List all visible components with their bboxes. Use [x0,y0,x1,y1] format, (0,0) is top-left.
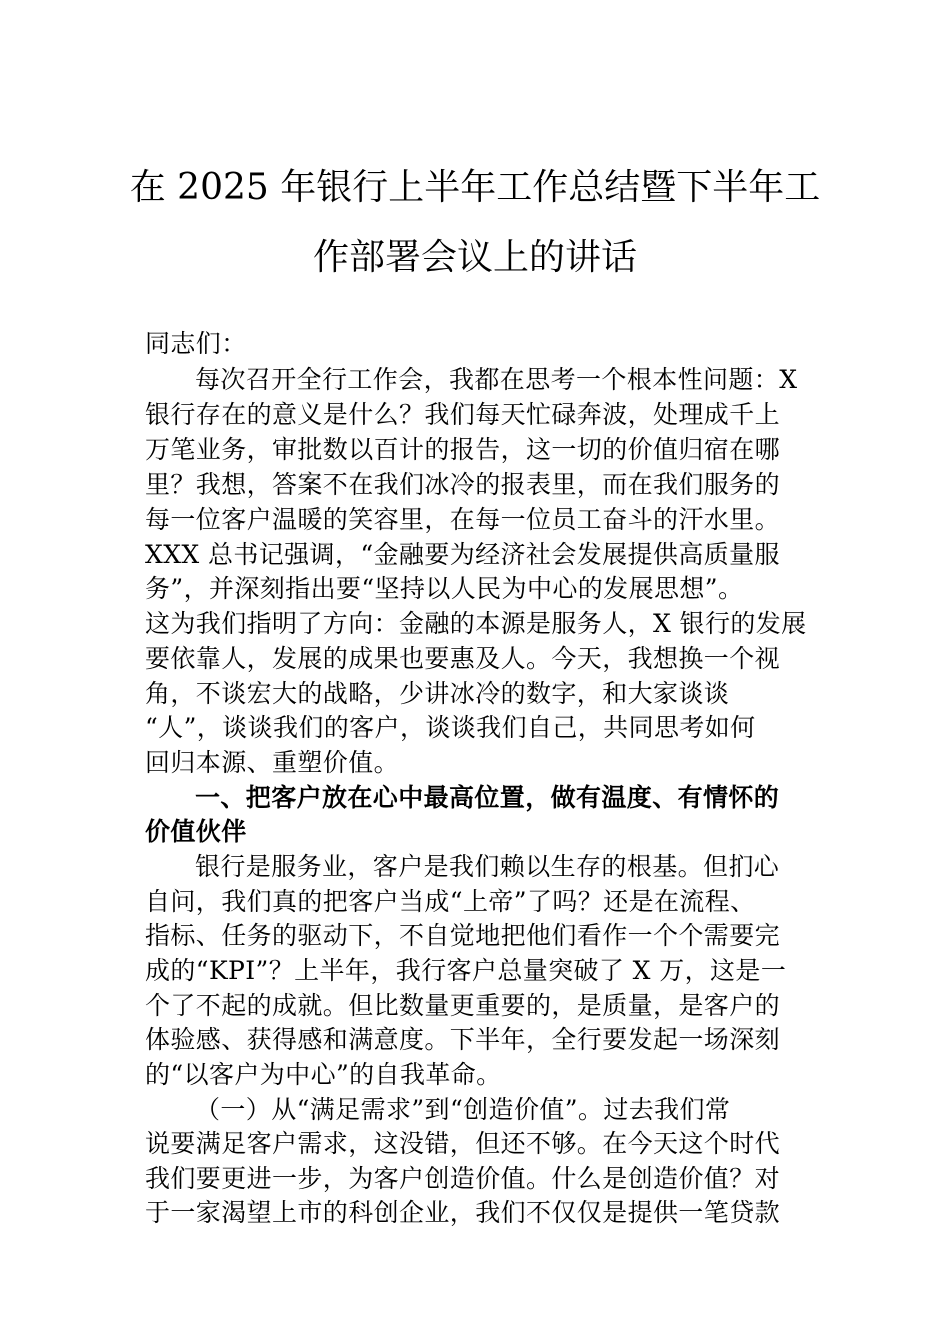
paragraph-line: 指标、任务的驱动下，不自觉地把他们看作一个个需要完 [145,921,781,950]
section-heading-line-1: 一、把客户放在心中最高位置，做有温度、有情怀的 [195,783,780,812]
paragraph-line: XXX 总书记强调，“金融要为经济社会发展提供高质量服 [145,540,780,569]
paragraph-line: 这为我们指明了方向：金融的本源是服务人，X 银行的发展 [145,609,807,638]
paragraph-line: 的“以客户为中心”的自我革命。 [145,1060,502,1089]
document-title-line-2: 作部署会议上的讲话 [312,237,637,278]
paragraph-line: 要依靠人，发展的成果也要惠及人。今天，我想换一个视 [145,644,781,673]
paragraph-line: 里？我想，答案不在我们冰冷的报表里，而在我们服务的 [145,470,781,499]
paragraph-line: 自问，我们真的把客户当成“上帝”了吗？还是在流程、 [145,887,756,916]
paragraph-line: “人”，谈谈我们的客户，谈谈我们自己，共同思考如何 [145,713,756,742]
paragraph-line: 银行是服务业，客户是我们赖以生存的根基。但扪心 [195,852,780,881]
paragraph-line: 务”，并深刻指出要“坚持以人民为中心的发展思想”。 [145,574,744,603]
paragraph-line: 说要满足客户需求，这没错，但还不够。在今天这个时代 [145,1129,781,1158]
paragraph-line: （一）从“满足需求”到“创造价值”。过去我们常 [195,1095,731,1124]
paragraph-line: 成的“KPI”？上半年，我行客户总量突破了 X 万，这是一 [145,956,787,985]
paragraph-line: 体验感、获得感和满意度。下半年，全行要发起一场深刻 [145,1025,781,1054]
salutation: 同志们： [145,329,247,358]
document-title-line-1: 在 2025 年银行上半年工作总结暨下半年工 [129,167,821,208]
paragraph-line: 万笔业务，审批数以百计的报告，这一切的价值归宿在哪 [145,435,781,464]
paragraph-line: 角，不谈宏大的战略，少讲冰冷的数字，和大家谈谈 [145,679,730,708]
paragraph-line: 个了不起的成就。但比数量更重要的，是质量，是客户的 [145,991,781,1020]
section-heading-line-2: 价值伙伴 [145,817,247,846]
paragraph-line: 每次召开全行工作会，我都在思考一个根本性问题：X [195,365,798,394]
paragraph-line: 每一位客户温暖的笑容里，在每一位员工奋斗的汗水里。 [145,505,781,534]
paragraph-line: 我们要更进一步，为客户创造价值。什么是创造价值？对 [145,1164,781,1193]
paragraph-line: 回归本源、重塑价值。 [145,748,400,777]
paragraph-line: 银行存在的意义是什么？我们每天忙碌奔波，处理成千上 [145,400,781,429]
paragraph-line: 于一家渴望上市的科创企业，我们不仅仅是提供一笔贷款 [145,1198,781,1227]
